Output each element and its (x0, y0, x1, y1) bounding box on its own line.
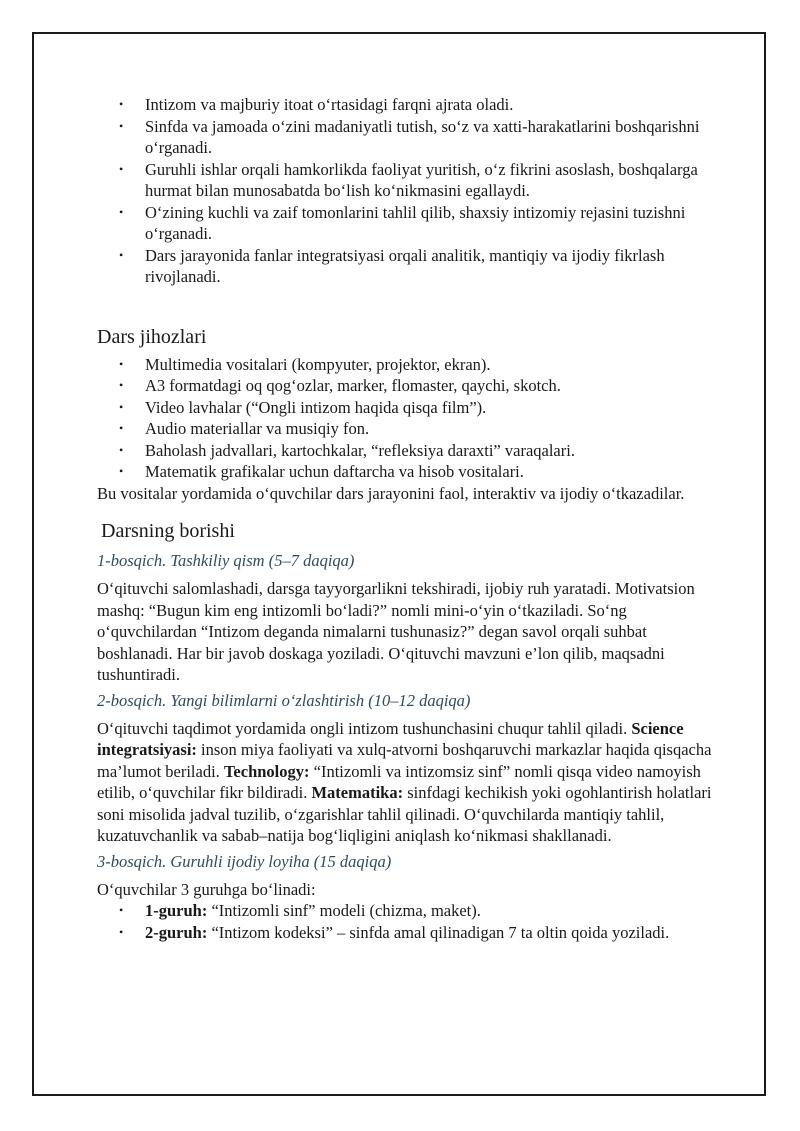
list-item: • Intizom va majburiy itoat o‘rtasidagi farqni ajrata oladi. (97, 94, 717, 116)
equipment-list (97, 354, 717, 483)
stage3-title: 3-bosqich. Guruhli ijodiy loyiha (15 daqiqa) (97, 851, 392, 871)
stage3-intro: O‘quvchilar 3 guruhga bo‘linadi: (97, 879, 316, 899)
document-body (97, 94, 717, 943)
group-label: 2-guruh: (145, 922, 208, 942)
objectives-list (97, 94, 717, 288)
list-item (97, 900, 717, 922)
list-item: • Dars jarayonida fanlar integratsiyasi orqali analitik, mantiqiy va ijodiy fikrlash rivojlanadi. (97, 245, 717, 288)
list-item: • Multimedia vositalari (kompyuter, projektor, ekran). (97, 354, 717, 376)
equipment-heading: Dars jihozlari (97, 325, 207, 348)
math-text: sinfdagi kechikish yoki ogohlantirish holatlari soni misolida jadval tuzilib, o‘zgarishlar tahlil qilinadi. O‘quvchilarda mantiqiy tahlil, kuzatuvchanlik va sabab–natija bog‘liqligini aniqlash ko‘nikmasi shakllanadi. (97, 783, 712, 845)
list-item: • Guruhli ishlar orqali hamkorlikda faoliyat yuritish, o‘z fikrini asoslash, boshqalarga hurmat bilan munosabatda bo‘lish ko‘nikmasini egallaydi. (97, 159, 717, 202)
list-item (97, 922, 717, 944)
tech-text: “Intizomli va intizomsiz sinf” nomli qisqa video namoyish etilib, o‘quvchilar fikr bildiradi. (97, 761, 701, 802)
group-label: 1-guruh: (145, 901, 208, 920)
list-item: • Baholash jadvallari, kartochkalar, “refleksiya daraxti” varaqalari. (97, 440, 717, 462)
list-item: • Sinfda va jamoada o‘zini madaniyatli tutish, so‘z va xatti-harakatlarini boshqarishni o‘rganadi. (97, 116, 717, 159)
group-text: “Intizom kodeksi” – sinfda amal qilinadigan 7 ta oltin qoida yoziladi. (207, 922, 670, 942)
science-text: inson miya faoliyati va xulq-atvorni boshqaruvchi markazlar haqida qisqacha ma’lumot beriladi. (97, 740, 712, 781)
stage1-title: 1-bosqich. Tashkiliy qism (5–7 daqiqa) (97, 551, 355, 570)
list-item: • Matematik grafikalar uchun daftarcha va hisob vositalari. (97, 461, 717, 483)
list-item: • A3 formatdagi oq qog‘ozlar, marker, flomaster, qaychi, skotch. (97, 375, 717, 397)
science-label: Science integratsiyasi: (97, 718, 684, 759)
stage2-intro: O‘qituvchi taqdimot yordamida ongli intizom tushunchasini chuqur tahlil qiladi. (97, 718, 628, 738)
progress-heading: Darsning borishi (101, 520, 235, 542)
list-item: • O‘zining kuchli va zaif tomonlarini tahlil qilib, shaxsiy intizomiy rejasini tuzishni o‘rganadi. (97, 202, 717, 245)
stage2-title: 2-bosqich. Yangi bilimlarni o‘zlashtirish (10–12 daqiqa) (97, 690, 471, 710)
tech-label: Technology: (223, 761, 310, 781)
stage1-text: O‘qituvchi salomlashadi, darsga tayyorgarlikni tekshiradi, ijobiy ruh yaratadi. Motivatsion mashq: “Bugun kim eng intizomli bo‘ladi?” nomli mini-o‘yin o‘tkaziladi. So‘ng o‘quvchilardan “Intizom deganda nimalarni tushunasiz?” degan savol orqali suhbat boshlanadi. Har bir javob doskaga yoziladi. O‘qituvchi mavzuni e’lon qilib, maqsadni tushuntiradi. (97, 579, 695, 684)
list-item: • Audio materiallar va musiqiy fon. (97, 418, 717, 440)
group-text: “Intizomli sinf” modeli (chizma, maket). (207, 901, 481, 920)
equipment-summary: Bu vositalar yordamida o‘quvchilar dars jarayonini faol, interaktiv va ijodiy o‘tkazadilar. (97, 483, 685, 503)
groups-list (97, 900, 717, 943)
list-item: • Video lavhalar (“Ongli intizom haqida qisqa film”). (97, 397, 717, 419)
math-label: Matematika: (311, 783, 404, 802)
stage2-text (97, 718, 717, 847)
